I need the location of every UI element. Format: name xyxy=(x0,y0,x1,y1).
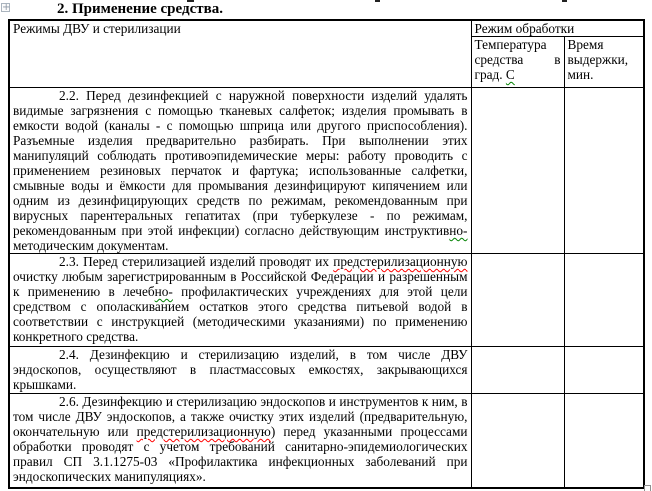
cell-temperature-2-2[interactable] xyxy=(471,88,564,254)
table-row-2-6 xyxy=(9,394,644,488)
text-segment: методическим документам. xyxy=(13,238,169,253)
cell-temperature-2-4[interactable] xyxy=(471,347,564,394)
text-segment: профилактических учреждениях для этой цели средством с ополаскиванием остатков этого средства питьевой водой в соответствии с инструкцией (методическими указаниями) по применению конкретного средства. xyxy=(13,284,468,344)
cell-text-2-3[interactable] xyxy=(9,254,471,347)
cell-time-2-2[interactable] xyxy=(564,88,644,254)
cell-text-2-2[interactable] xyxy=(9,88,471,254)
table-header-row-1 xyxy=(9,20,644,37)
header-regimes-label: Режимы ДВУ и стерилизации xyxy=(13,21,181,36)
cell-time-2-6[interactable] xyxy=(564,394,644,488)
header-processing-label: Режим обработки xyxy=(474,21,575,36)
text-segment: 2.4. Дезинфекцию и стерилизацию изделий, в том числе ДВУ эндоскопов, осуществляют в пластмассовых емкостях, закрывающихся крышками. xyxy=(13,347,468,392)
regimes-table xyxy=(8,19,645,489)
paragraph-2-6 xyxy=(13,394,468,484)
grammar-marked-text: С xyxy=(505,67,515,82)
cell-temperature-2-6[interactable] xyxy=(471,394,564,488)
paragraph-2-3 xyxy=(13,254,468,344)
text-segment: 2.3. Перед стерилизацией изделий проводят их xyxy=(59,254,334,269)
table-row-2-4 xyxy=(9,347,644,394)
header-cell-temperature[interactable] xyxy=(471,37,564,88)
header-temperature-label xyxy=(475,37,561,82)
text-segment: ) перед указанными процессами обработки проводят с учетом требований санитарно-эпидемиологических правил СП 3.1.1275-03 «Профилактика инфекционных заболеваний при эндоскопических манипуляциях». xyxy=(13,424,468,484)
section-title[interactable]: 2. Применение средства. xyxy=(57,1,223,17)
spellcheck-marked-text: предстерилизационную xyxy=(333,254,468,269)
text-segment: Температура средства в град. xyxy=(474,37,561,82)
table-row-2-3 xyxy=(9,254,644,347)
header-cell-processing[interactable] xyxy=(471,20,644,37)
paragraph-2-4 xyxy=(13,347,468,392)
header-cell-time[interactable] xyxy=(564,37,644,88)
header-cell-regimes[interactable] xyxy=(9,20,471,88)
cell-temperature-2-3[interactable] xyxy=(471,254,564,347)
spellcheck-marked-text: предстерилизационную xyxy=(136,424,271,439)
table-resize-handle[interactable] xyxy=(644,485,651,491)
grammar-marked-text: но- xyxy=(154,284,173,299)
paragraph-2-2 xyxy=(13,88,468,253)
header-time-label: Время выдержки, мин. xyxy=(567,37,629,82)
table-move-handle-icon[interactable]: + xyxy=(2,2,11,13)
grammar-marked-text: но- xyxy=(449,223,468,238)
text-segment: 2.6. Дезинфекцию и стерилизацию эндоскопов и инструментов к ним, в том числе ДВУ эндоскопов, а также очистку этих изделий (предварительную, окончательную или xyxy=(13,394,468,439)
cell-time-2-3[interactable] xyxy=(564,254,644,347)
cell-text-2-6[interactable] xyxy=(9,394,471,488)
cell-text-2-4[interactable] xyxy=(9,347,471,394)
table-row-2-2 xyxy=(9,88,644,254)
text-segment: 2.2. Перед дезинфекцией с наружной поверхности изделий удалять видимые загрязнения с помощью тканевых салфеток; изделия промывать в емкости водой (каналы - с помощью шприца или другого приспособления). Разъемные изделия предварительно разбирать. При выполнении этих манипуляций соблюдать противоэпидемические меры: работу проводить с применением резиновых перчаток и фартука; использованные салфетки, смывные воды и ёмкости для промывания дезинфицируют кипячением или одним из дезинфицирующих средств по режимам, рекомендованным при вирусных парентеральных гепатитах (при туберкулезе - по режимам, рекомендованным при этой инфекции) согласно действующим инструктив xyxy=(13,88,468,238)
cell-time-2-4[interactable] xyxy=(564,347,644,394)
text-segment: очистку любым зарегистрированным в Российской Федерации и разрешенным к применению в лечеб xyxy=(13,269,468,299)
